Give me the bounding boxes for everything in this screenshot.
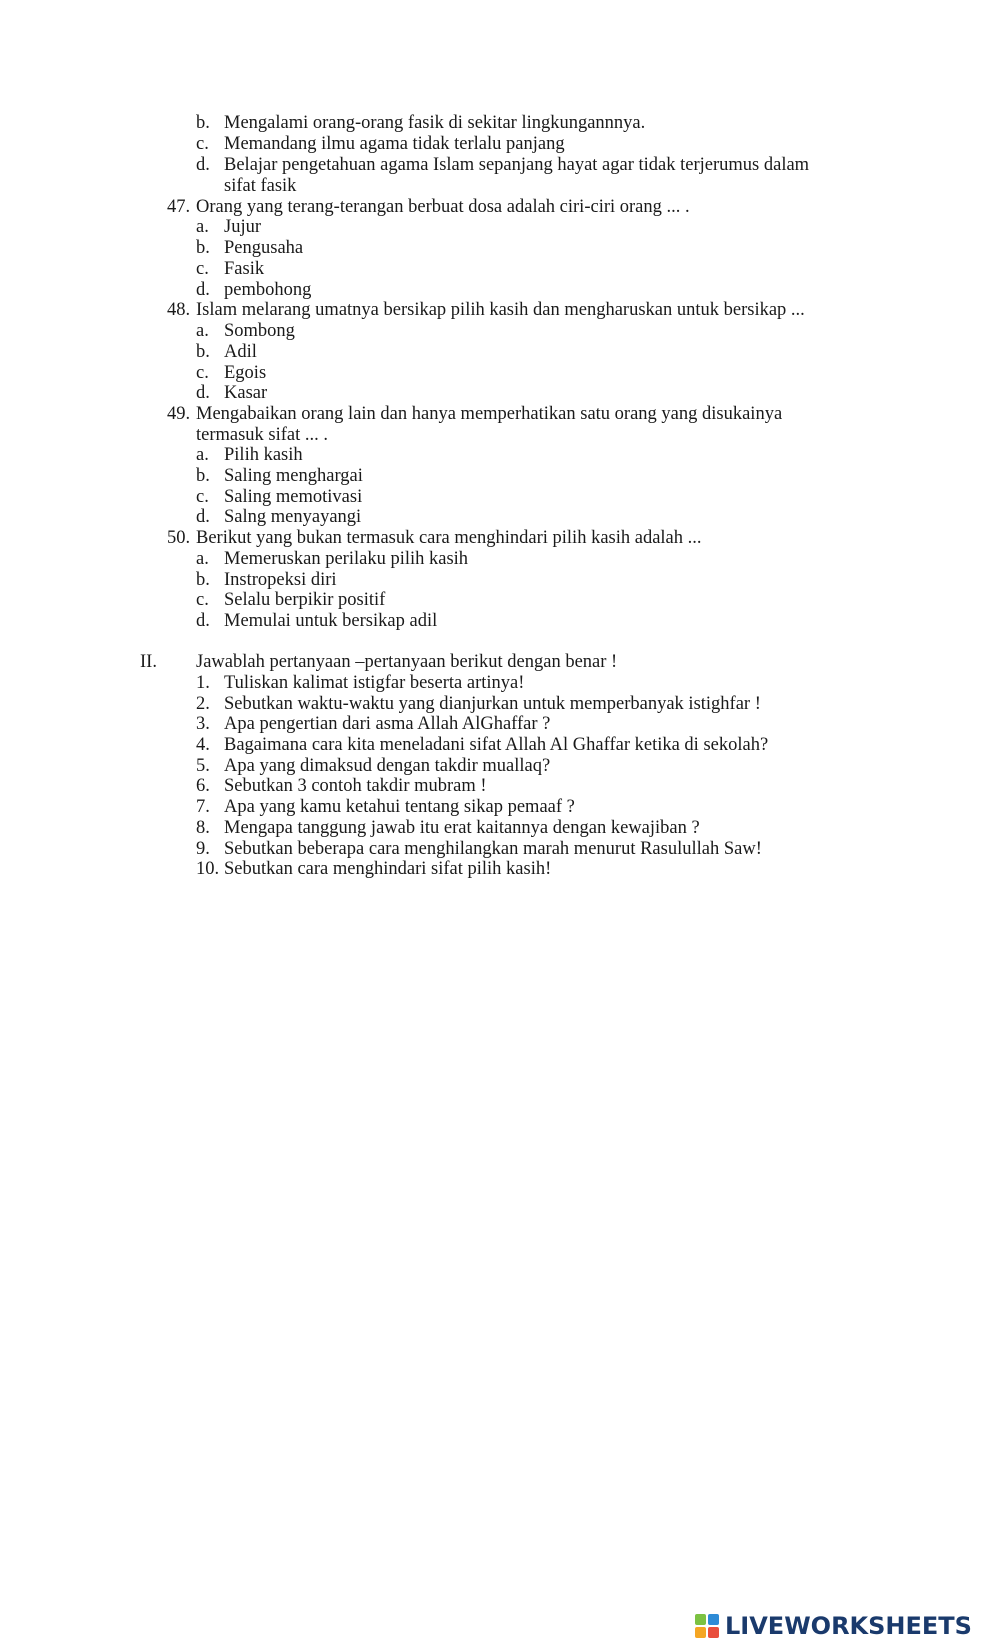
q49-option-letter: c. bbox=[196, 487, 209, 507]
q50-number: 50. bbox=[167, 528, 191, 548]
essay-question-text: Sebutkan cara menghindari sifat pilih kasih! bbox=[224, 859, 552, 879]
essay-question-number: 3. bbox=[196, 714, 210, 734]
q50-option-text: Memeruskan perilaku pilih kasih bbox=[224, 549, 469, 569]
q47-option-letter: c. bbox=[196, 259, 209, 279]
liveworksheets-logo-text: LIVEWORKSHEETS bbox=[725, 1612, 972, 1640]
q48-option-letter: b. bbox=[196, 342, 210, 362]
q46-option-letter: d. bbox=[196, 155, 210, 175]
essay-question-text: Sebutkan 3 contoh takdir mubram ! bbox=[224, 776, 487, 796]
q50-option-text: Memulai untuk bersikap adil bbox=[224, 611, 438, 631]
q48-option-letter: d. bbox=[196, 383, 210, 403]
q49-option-text: Pilih kasih bbox=[224, 445, 303, 465]
essay-question-text: Mengapa tanggung jawab itu erat kaitannya dengan kewajiban ? bbox=[224, 818, 700, 838]
q50-option-letter: c. bbox=[196, 590, 209, 610]
essay-question-number: 10. bbox=[196, 859, 220, 879]
q47-option-letter: d. bbox=[196, 280, 210, 300]
logo-block-orange bbox=[695, 1627, 706, 1638]
q48-option-text: Egois bbox=[224, 363, 267, 383]
q49-option-text: Saling memotivasi bbox=[224, 487, 363, 507]
q50-option-letter: b. bbox=[196, 570, 210, 590]
logo-block-green bbox=[695, 1614, 706, 1625]
essay-question-text: Tuliskan kalimat istigfar beserta artinya! bbox=[224, 673, 525, 693]
q48-option-letter: c. bbox=[196, 363, 209, 383]
q48-question: Islam melarang umatnya bersikap pilih kasih dan mengharuskan untuk bersikap ... bbox=[196, 300, 805, 320]
q47-option-letter: a. bbox=[196, 217, 209, 237]
essay-question-number: 4. bbox=[196, 735, 210, 755]
essay-question-text: Sebutkan waktu-waktu yang dianjurkan untuk memperbanyak istighfar ! bbox=[224, 694, 761, 714]
q50-option-text: Selalu berpikir positif bbox=[224, 590, 386, 610]
essay-question-text: Sebutkan beberapa cara menghilangkan marah menurut Rasulullah Saw! bbox=[224, 839, 762, 859]
q50-option-letter: d. bbox=[196, 611, 210, 631]
liveworksheets-logo[interactable] bbox=[695, 1612, 993, 1640]
q46-option-letter: c. bbox=[196, 134, 209, 154]
q49-option-text: Salng menyayangi bbox=[224, 507, 362, 527]
q48-option-text: Kasar bbox=[224, 383, 268, 403]
q50-option-letter: a. bbox=[196, 549, 209, 569]
q46-option-text-continued: sifat fasik bbox=[224, 176, 297, 196]
q47-number: 47. bbox=[167, 197, 191, 217]
q47-question: Orang yang terang-terangan berbuat dosa adalah ciri-ciri orang ... . bbox=[196, 197, 690, 217]
essay-question-text: Apa yang dimaksud dengan takdir muallaq? bbox=[224, 756, 551, 776]
essay-question-number: 5. bbox=[196, 756, 210, 776]
q49-option-letter: d. bbox=[196, 507, 210, 527]
section2-numeral: II. bbox=[140, 652, 157, 672]
q50-option-text: Instropeksi diri bbox=[224, 570, 337, 590]
essay-question-number: 2. bbox=[196, 694, 210, 714]
q49-option-letter: b. bbox=[196, 466, 210, 486]
liveworksheets-logo-icon bbox=[695, 1614, 721, 1638]
q48-option-text: Sombong bbox=[224, 321, 295, 341]
q47-option-letter: b. bbox=[196, 238, 210, 258]
essay-question-text: Bagaimana cara kita meneladani sifat Allah Al Ghaffar ketika di sekolah? bbox=[224, 735, 769, 755]
q49-option-text: Saling menghargai bbox=[224, 466, 363, 486]
q46-option-text: Memandang ilmu agama tidak terlalu panjang bbox=[224, 134, 565, 154]
q46-option-letter: b. bbox=[196, 113, 210, 133]
logo-block-blue bbox=[708, 1614, 719, 1625]
q49-option-letter: a. bbox=[196, 445, 209, 465]
essay-question-number: 9. bbox=[196, 839, 210, 859]
q47-option-text: Jujur bbox=[224, 217, 261, 237]
q47-option-text: pembohong bbox=[224, 280, 312, 300]
q46-option-text: Belajar pengetahuan agama Islam sepanjang hayat agar tidak terjerumus dalam bbox=[224, 155, 810, 175]
essay-question-number: 8. bbox=[196, 818, 210, 838]
q50-question: Berikut yang bukan termasuk cara menghindari pilih kasih adalah ... bbox=[196, 528, 702, 548]
q49-question: Mengabaikan orang lain dan hanya memperhatikan satu orang yang disukainya bbox=[196, 404, 783, 424]
essay-question-number: 6. bbox=[196, 776, 210, 796]
section2-instruction: Jawablah pertanyaan –pertanyaan berikut dengan benar ! bbox=[196, 652, 618, 672]
essay-question-number: 1. bbox=[196, 673, 210, 693]
q46-option-text: Mengalami orang-orang fasik di sekitar lingkungannnya. bbox=[224, 113, 646, 133]
q47-option-text: Fasik bbox=[224, 259, 265, 279]
logo-block-red bbox=[708, 1627, 719, 1638]
q49-question-continued: termasuk sifat ... . bbox=[196, 425, 329, 445]
q48-number: 48. bbox=[167, 300, 191, 320]
essay-question-number: 7. bbox=[196, 797, 210, 817]
q47-option-text: Pengusaha bbox=[224, 238, 304, 258]
essay-question-text: Apa pengertian dari asma Allah AlGhaffar ? bbox=[224, 714, 551, 734]
essay-question-text: Apa yang kamu ketahui tentang sikap pemaaf ? bbox=[224, 797, 575, 817]
q48-option-text: Adil bbox=[224, 342, 257, 362]
q48-option-letter: a. bbox=[196, 321, 209, 341]
q49-number: 49. bbox=[167, 404, 191, 424]
